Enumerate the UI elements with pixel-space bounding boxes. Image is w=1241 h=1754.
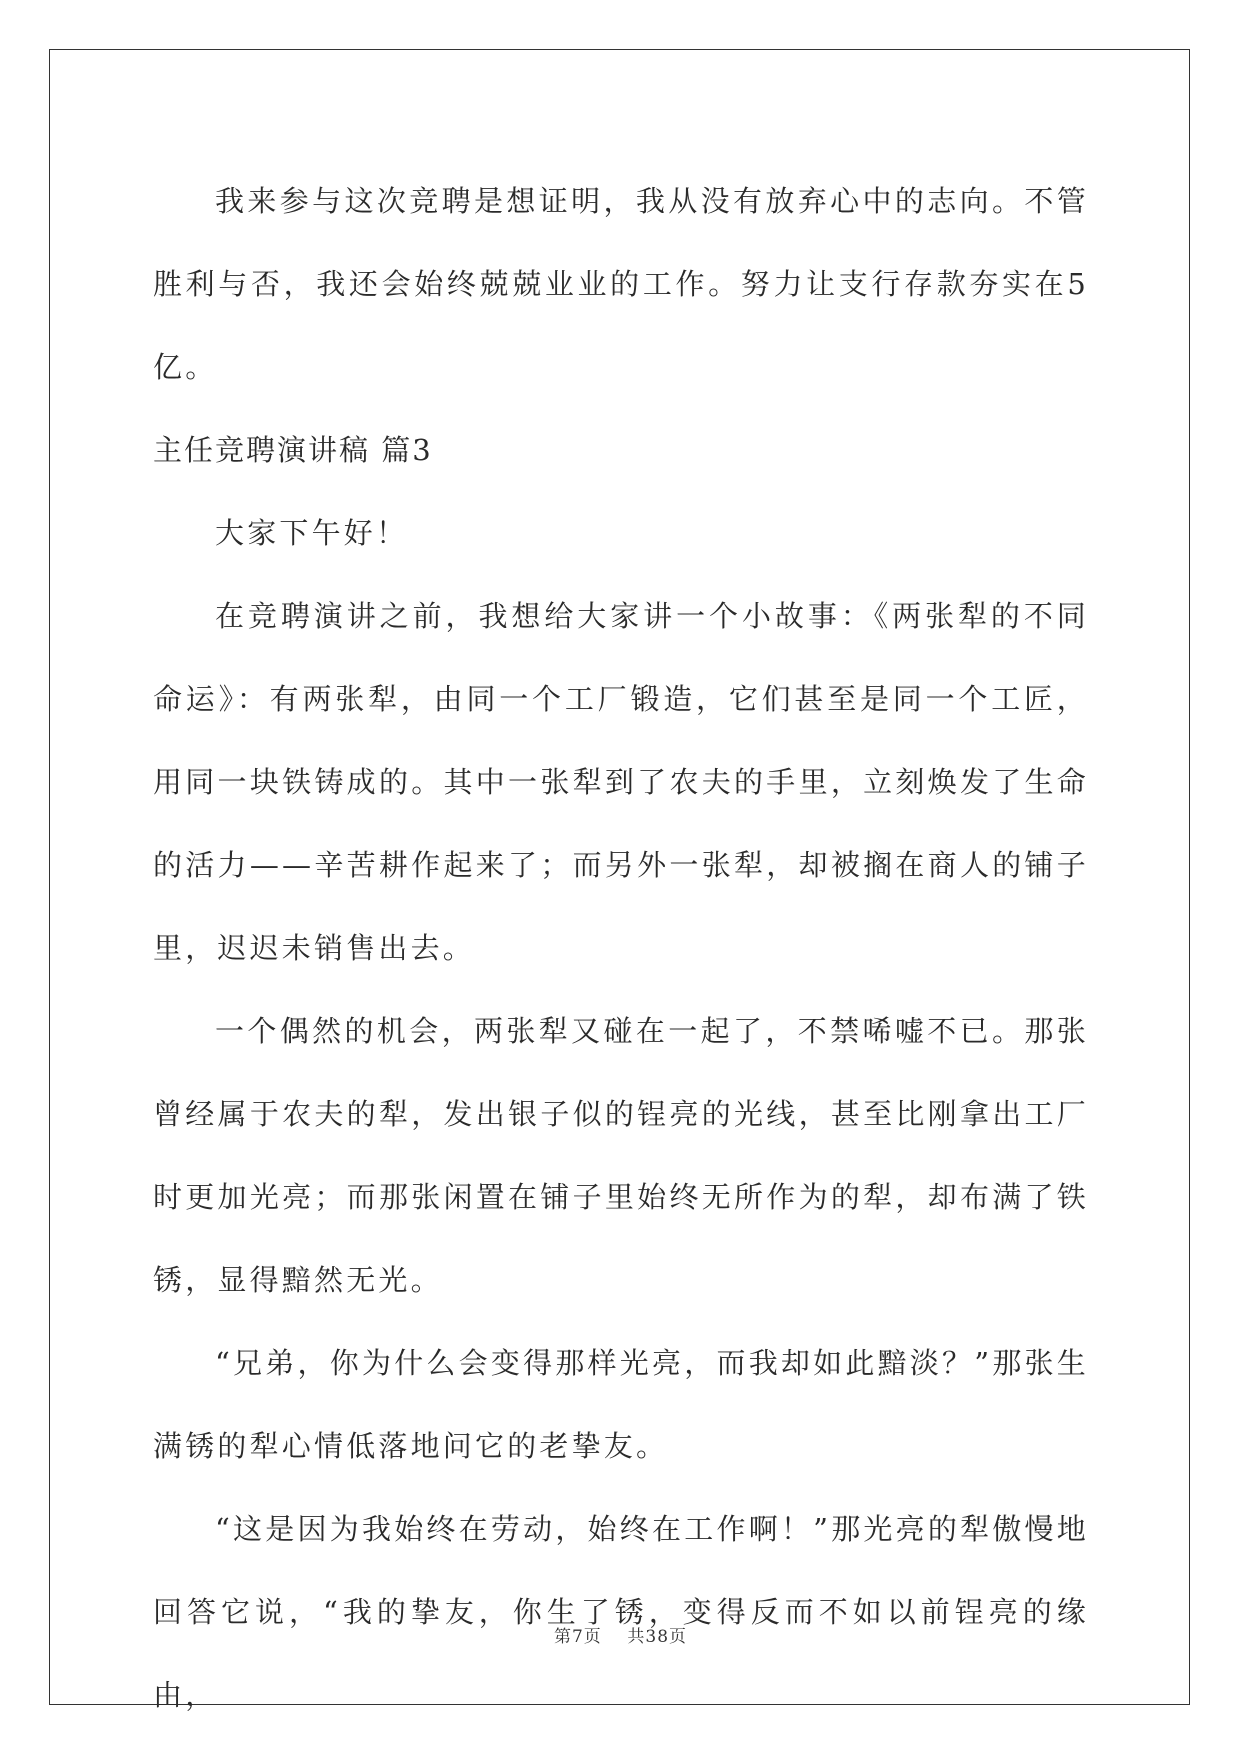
page-total: 共38页 [627, 1627, 688, 1647]
page-footer [0, 1622, 1241, 1647]
paragraph: “兄弟，你为什么会变得那样光亮，而我却如此黯淡？”那张生满锈的犁心情低落地问它的老挚友。 [153, 1346, 1089, 1463]
document-body [153, 160, 1089, 1737]
paragraph: 一个偶然的机会，两张犁又碰在一起了，不禁唏嘘不已。那张曾经属于农夫的犁，发出银子似的锃亮的光线，甚至比刚拿出工厂时更加光亮；而那张闲置在铺子里始终无所作为的犁，却布满了铁锈，显得黯然无光。 [153, 1014, 1089, 1297]
page-number: 第7页 [553, 1627, 602, 1647]
paragraph: 我来参与这次竞聘是想证明，我从没有放弃心中的志向。不管胜利与否，我还会始终兢兢业业的工作。努力让支行存款夯实在5亿。 [153, 184, 1089, 384]
section-heading: 主任竞聘演讲稿 篇3 [153, 433, 433, 467]
paragraph: 在竞聘演讲之前，我想给大家讲一个小故事：《两张犁的不同命运》：有两张犁，由同一个工厂锻造，它们甚至是同一个工匠，用同一块铁铸成的。其中一张犁到了农夫的手里，立刻焕发了生命的活力——辛苦耕作起来了；而另外一张犁，却被搁在商人的铺子里，迟迟未销售出去。 [153, 599, 1089, 965]
paragraph: 大家下午好！ [215, 516, 409, 550]
paragraph: “这是因为我始终在劳动，始终在工作啊！”那光亮的犁傲慢地回答它说，“我的挚友，你生了锈，变得反而不如以前锃亮的缘由， [153, 1512, 1089, 1712]
